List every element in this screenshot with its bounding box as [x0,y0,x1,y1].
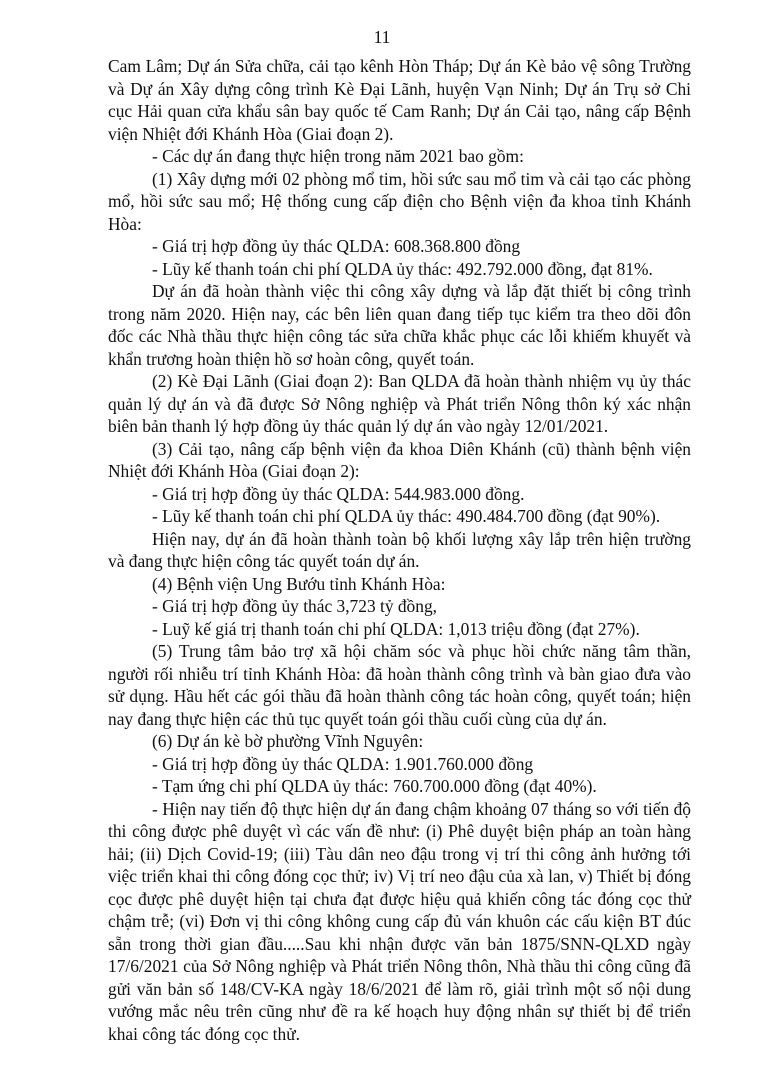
paragraph-project-3-cumulative-payment: - Lũy kế thanh toán chi phí QLDA ủy thác: 490.484.700 đồng (đạt 90%). [152,506,661,526]
paragraph-project-1-contract-value: - Giá trị hợp đồng ủy thác QLDA: 608.368.800 đồng [152,236,521,256]
paragraph-project-3-title: (3) Cải tạo, nâng cấp bệnh viện đa khoa Diên Khánh (cũ) thành bệnh viện Nhiệt đới Khánh Hòa (Giai đoạn 2): [108,438,691,481]
paragraph-project-1-status: Dự án đã hoàn thành việc thi công xây dựng và lắp đặt thiết bị công trình trong năm 2020. Hiện nay, các bên liên quan đang tiếp tục kiểm tra theo dõi đôn đốc các Nhà thầu thực hiện công tác sửa chữa khắc phục các lỗi khiếm khuyết và khẩn trương hoàn thiện hồ sơ hoàn công, quyết toán. [108,281,691,369]
paragraph-project-3-contract-value: - Giá trị hợp đồng ủy thác QLDA: 544.983.000 đồng. [152,483,525,504]
paragraph-projects-2021-intro: - Các dự án đang thực hiện trong năm 2021 bao gồm: [152,146,524,166]
paragraph-project-6-progress: - Hiện nay tiến độ thực hiện dự án đang chậm khoảng 07 tháng so với tiến độ thi công được phê duyệt vì các vấn đề như: (i) Phê duyệt biện pháp an toàn hàng hải; (ii) Dịch Covid-19; (iii) Tàu dân neo đậu trong vị trí thi công ảnh hưởng tới việc triển khai thi công đóng cọc thử; iv) Vị trí neo đậu của xà lan, v) Thiết bị đóng cọc được phê duyệt hiện tại chưa đạt được hiệu quả khiến công tác đóng cọc thử chậm trễ; (vi) Đơn vị thi công không cung cấp đủ ván khuôn các cấu kiện BT đúc sẵn trong thời gian đầu.....Sau khi nhận được văn bản 1875/SNN-QLXD ngày 17/6/2021 của Sở Nông nghiệp và Phát triển Nông thôn, Nhà thầu thi công cũng đã gửi văn bản số 148/CV-KA ngày 18/6/2021 để làm rõ, giải trình một số nội dung vướng mắc nêu trên cũng như đề ra kế hoạch huy động nhân sự thiết bị để triển khai công tác đóng cọc thử. [108,798,691,1044]
paragraph-project-1-cumulative-payment: - Lũy kế thanh toán chi phí QLDA ủy thác: 492.792.000 đồng, đạt 81%. [152,258,653,279]
paragraph-project-6-contract-value: - Giá trị hợp đồng ủy thác QLDA: 1.901.760.000 đồng [152,753,534,774]
page-number: 11 [373,27,391,47]
paragraph-project-6-advance: - Tạm ứng chi phí QLDA ủy thác: 760.700.000 đồng (đạt 40%). [152,776,597,796]
paragraph-project-1-title: (1) Xây dựng mới 02 phòng mổ tim, hồi sức sau mổ tim và cải tạo các phòng mổ, hồi sức sau mổ; Hệ thống cung cấp điện cho Bệnh viện đa khoa tỉnh Khánh Hòa: [108,168,691,234]
document-body [108,55,691,1045]
paragraph-project-3-status: Hiện nay, dự án đã hoàn thành toàn bộ khối lượng xây lắp trên hiện trường và đang thực hiện công tác quyết toán dự án. [108,528,691,571]
paragraph-project-4-contract-value: - Giá trị hợp đồng ủy thác 3,723 tỷ đồng, [152,596,437,616]
paragraph-project-4-cumulative-payment: - Luỹ kế giá trị thanh toán chi phí QLDA: 1,013 triệu đồng (đạt 27%). [152,618,640,639]
paragraph-project-2: (2) Kè Đại Lãnh (Giai đoạn 2): Ban QLDA đã hoàn thành nhiệm vụ ủy thác quản lý dự án và đã được Sở Nông nghiệp và Phát triển Nông thôn ký xác nhận biên bản thanh lý hợp đồng ủy thác quản lý dự án vào ngày 12/01/2021. [108,371,691,436]
paragraph-project-5: (5) Trung tâm bảo trợ xã hội chăm sóc và phục hồi chức năng tâm thần, người rối nhiễu trí tỉnh Khánh Hòa: đã hoàn thành công trình và bàn giao đưa vào sử dụng. Hầu hết các gói thầu đã hoàn thành công tác hoàn công, quyết toán; hiện nay đang thực hiện các thủ tục quyết toán gói thầu cuối cùng của dự án. [108,641,691,729]
paragraph-project-4-title: (4) Bệnh viện Ung Bướu tỉnh Khánh Hòa: [152,573,446,594]
paragraph-project-6-title: (6) Dự án kè bờ phường Vĩnh Nguyên: [152,731,424,751]
paragraph-continuation: Cam Lâm; Dự án Sửa chữa, cải tạo kênh Hòn Tháp; Dự án Kè bảo vệ sông Trường và Dự án Xây dựng công trình Kè Đại Lãnh, huyện Vạn Ninh; Dự án Trụ sở Chi cục Hải quan cửa khẩu sân bay quốc tế Cam Ranh; Dự án Cải tạo, nâng cấp Bệnh viện Nhiệt đới Khánh Hòa (Giai đoạn 2). [108,56,691,144]
